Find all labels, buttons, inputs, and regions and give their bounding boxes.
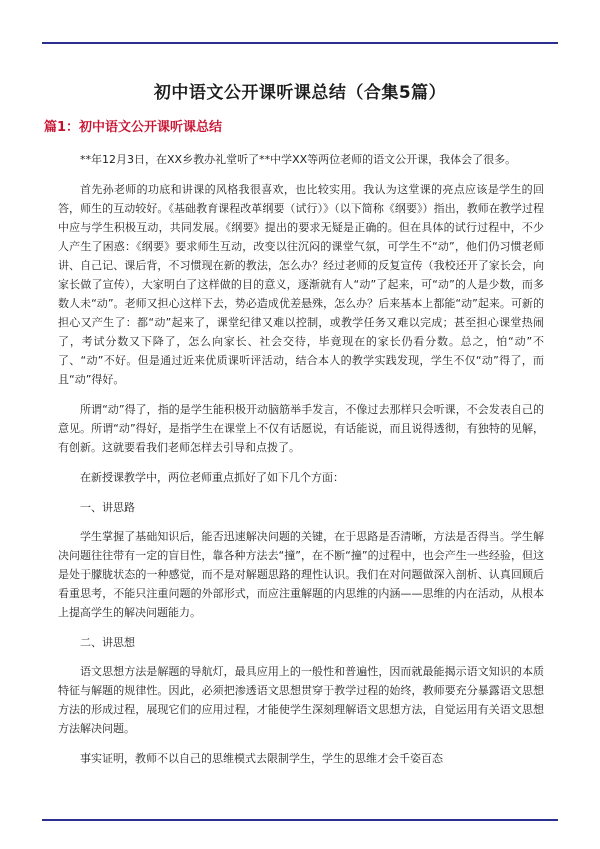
bottom-divider [42, 819, 558, 821]
paragraph: 在新授课教学中，两位老师重点抓好了如下几个方面： [80, 471, 344, 484]
document-body [58, 150, 544, 779]
top-divider [42, 42, 558, 44]
paragraph: 语文思想方法是解题的导航灯，最具应用上的一般性和普遍性，因而就最能揭示语文知识的本质特征与解题的规律性。因此，必须把渗透语文思想贯穿于教学过程的始终，教师要充分暴露语文思想方法的形成过程，展现它们的应用过程，才能使学生深刻理解语文思想方法，自觉运用有关语文思想方法解决问题。 [58, 665, 544, 735]
section-heading: 二、讲思想 [80, 636, 135, 649]
paragraph: 事实证明，教师不以自己的思维模式去限制学生，学生的思维才会千姿百态 [80, 752, 443, 765]
paragraph: 首先孙老师的功底和讲课的风格我很喜欢，也比较实用。我认为这堂课的亮点应该是学生的回答，师生的互动较好。《基础教育课程改革纲要（试行）》（以下简称《纲要》）指出，教师在教学过程中应与学生积极互动，共同发展。《纲要》提出的要求无疑是正确的。但在具体的试行过程中，不少人产生了困惑：《纲要》要求师生互动，改变以往沉闷的课堂气氛，可学生不“动”，他们仍习惯老师讲、自己记、课后背，不习惯现在新的教法，怎么办？经过老师的反复宣传（我校还开了家长会，向家长做了宣传），大家明白了这样做的目的意义，逐渐就有人“动”了起来，可“动”的人是少数，而多数人未“动”。老师又担心这样下去，势必造成优差悬殊，怎么办？后来基本上都能“动”起来。可新的担心又产生了：都“动”起来了，课堂纪律又难以控制，或教学任务又难以完成；甚至担心课堂热闹了，考试分数又下降了，怎么向家长、社会交待，毕竟现在的家长仍看分数。总之，怕“动”不了、“动”不好。但是通过近来优质课听评活动，结合本人的教学实践发现，学生不仅“动”得了，而且“动”得好。 [58, 183, 544, 386]
section-heading: 一、讲思路 [80, 501, 135, 514]
section-title: 篇1：初中语文公开课听课总结 [44, 120, 223, 135]
paragraph: 所谓“动”得了，指的是学生能积极开动脑筋举手发言，不像过去那样只会听课，不会发表自己的意见。所谓“动”得好，是指学生在课堂上不仅有话愿说，有话能说，而且说得透彻，有独特的见解，有创新。这就要看我们老师怎样去引导和点拨了。 [58, 403, 544, 454]
paragraph: **年12月3日，在XX乡教办礼堂听了**中学XX等两位老师的语文公开课，我体会了很多。 [80, 153, 517, 166]
page-title: 初中语文公开课听课总结（合集5篇） [153, 83, 447, 103]
paragraph: 学生掌握了基础知识后，能否迅速解决问题的关键，在于思路是否清晰，方法是否得当。学生解决问题往往带有一定的盲目性，靠各种方法去“撞”，在不断“撞”的过程中，也会产生一些经验，但这是处于朦胧状态的一种感觉，而不是对解题思路的理性认识。我们在对问题做深入剖析、认真回顾后看重思考，不能只注重问题的外部形式，而应注重解题的内思维的内涵——思维的内在活动，从根本上提高学生的解决问题能力。 [58, 530, 544, 619]
